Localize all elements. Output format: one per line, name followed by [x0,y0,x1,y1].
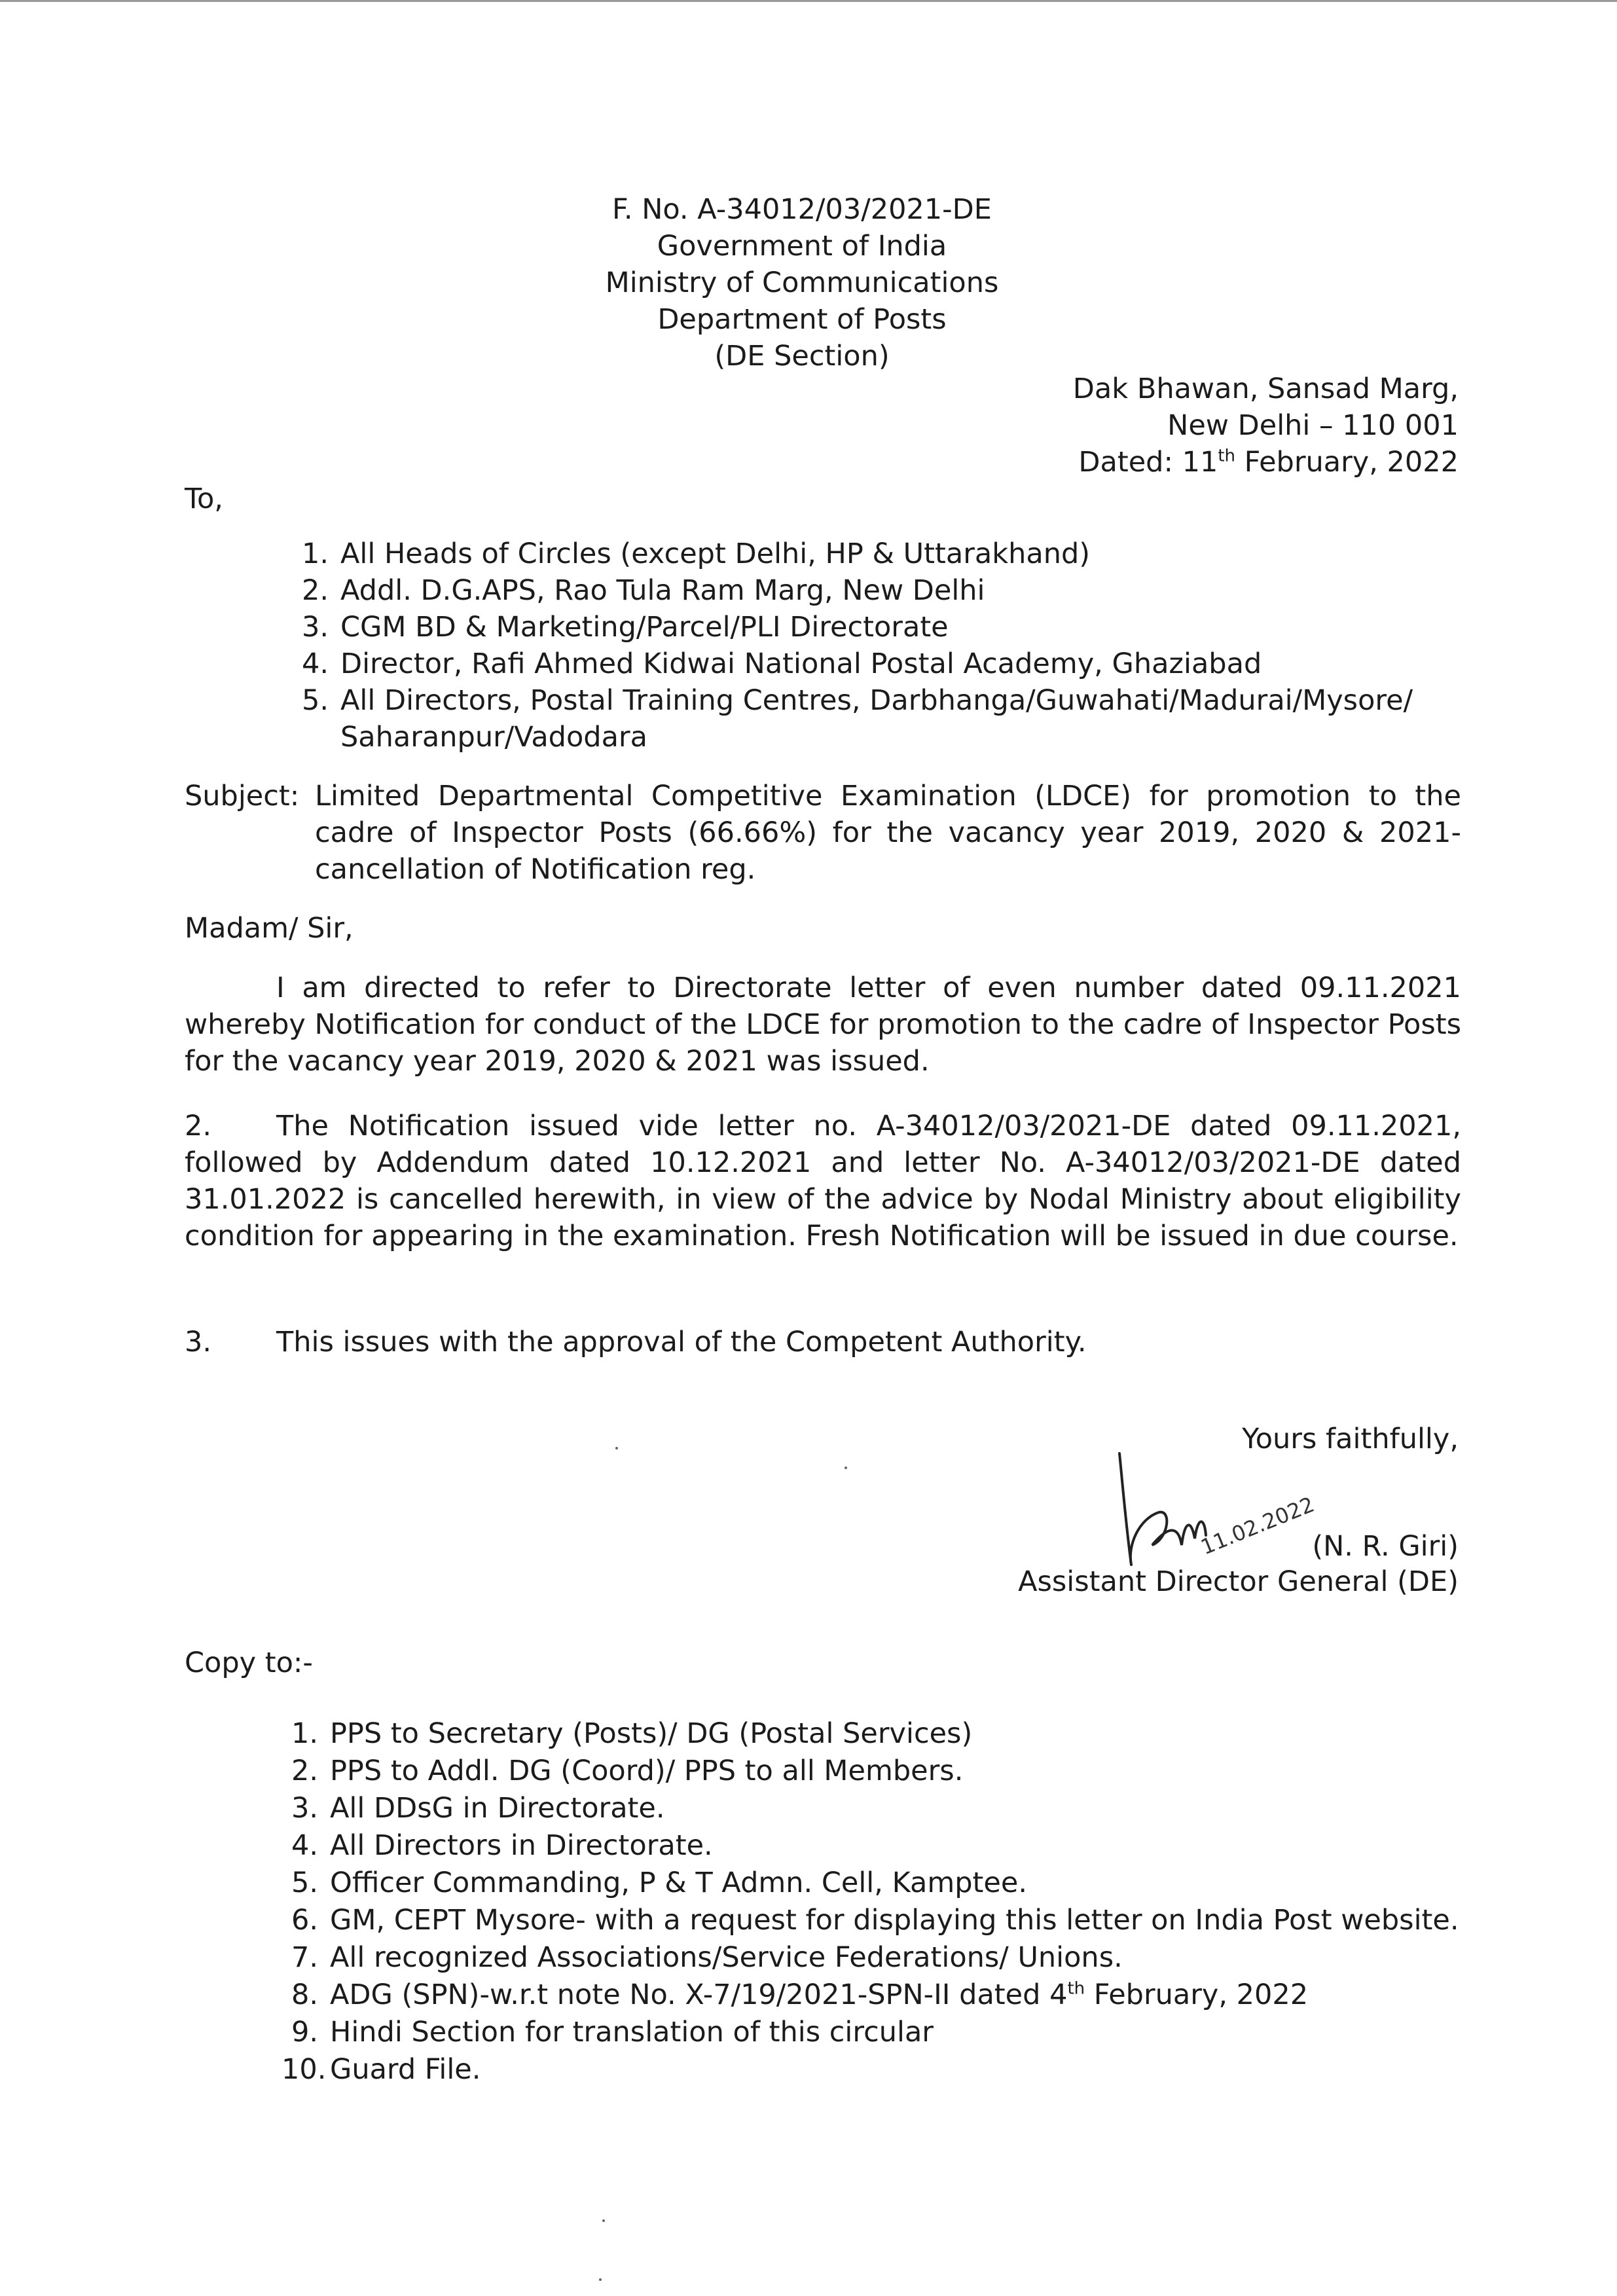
signature-date: 11.02.2022 [1197,1491,1318,1560]
list-item: 3. All DDsG in Directorate. [291,1792,665,1825]
signatory-designation: Assistant Director General (DE) [1018,1565,1459,1598]
signature-stroke [1119,1453,1206,1565]
signatory-name: (N. R. Giri) [1312,1530,1459,1563]
salutation: Madam/ Sir, [185,912,354,945]
list-item: 8. ADG (SPN)-w.r.t note No. X-7/19/2021-SPN-II dated 4th February, 2022 [291,1978,1309,2011]
scan-top-edge [0,0,1617,2]
address-line-2: New Delhi – 110 001 [1167,409,1459,442]
closing-yours-faithfully: Yours faithfully, [1242,1423,1459,1455]
list-item: 5. Officer Commanding, P & T Admn. Cell, Kamptee. [291,1867,1027,1899]
list-item: 6. GM, CEPT Mysore- with a request for displaying this letter on India Post website. [291,1904,1459,1937]
list-item: 3. CGM BD & Marketing/Parcel/PLI Directorate [301,611,949,644]
subject-text: Limited Departmental Competitive Examination (LDCE) for promotion to the cadre of Inspector Posts (66.66%) for the vacancy year 2019, 2020 & 2021- cancellation of Notification reg. [315,780,1461,886]
subject-block [185,778,1461,888]
address-line-1: Dak Bhawan, Sansad Marg, [1072,373,1459,405]
list-item: 2. PPS to Addl. DG (Coord)/ PPS to all Members. [291,1755,964,1787]
scan-speck [615,1447,618,1449]
scan-speck [599,2278,602,2281]
list-item: 1. PPS to Secretary (Posts)/ DG (Postal Services) [291,1717,973,1750]
ministry-name: Ministry of Communications [605,266,999,299]
to-label: To, [185,483,223,515]
sender-address [1073,371,1459,481]
paragraph-2: 2. The Notification issued vide letter no. A-34012/03/2021-DE dated 09.11.2021, followed by Addendum dated 10.12.2021 and letter No. A-34012/03/2021-DE dated 31.01.2022 is cancelled herewith, in view of the advice by Nodal Ministry about eligibility condition for appearing in the examination. Fresh Notification will be issued in due course. [185,1110,1461,1252]
section-name: (DE Section) [714,340,890,373]
scan-speck [845,1467,847,1469]
copy-to-label: Copy to:- [185,1647,313,1679]
list-item: 7. All recognized Associations/Service Federations/ Unions. [291,1941,1123,1974]
letter-header [0,191,1617,374]
paragraph-3: 3. This issues with the approval of the Competent Authority. [185,1326,1087,1358]
list-item: 4. All Directors in Directorate. [291,1829,713,1862]
paragraph-1: I am directed to refer to Directorate letter of even number dated 09.11.2021 whereby Notification for conduct of the LDCE for promotion to the cadre of Inspector Posts for the vacancy year 2019, 2020 & 2021 was issued. [185,972,1461,1078]
list-item: 9. Hindi Section for translation of this circular [291,2016,934,2049]
list-item: 4. Director, Rafi Ahmed Kidwai National Postal Academy, Ghaziabad [301,647,1262,680]
list-item: 1. All Heads of Circles (except Delhi, HP & Uttarakhand) [301,538,1091,570]
letter-date: Dated: 11th February, 2022 [1078,446,1459,479]
department-name: Department of Posts [657,303,947,336]
file-number: F. No. A-34012/03/2021-DE [612,193,992,226]
list-item: 10. Guard File. [282,2053,481,2086]
subject-label: Subject: [185,780,300,812]
recipient-list [292,536,1464,756]
list-item: 2. Addl. D.G.APS, Rao Tula Ram Marg, New Delhi [301,574,985,607]
copy-list [282,1715,1480,2088]
signature [1106,1447,1322,1578]
scan-speck [602,2219,605,2222]
government-name: Government of India [657,230,947,263]
list-item: 5. All Directors, Postal Training Centres, Darbhanga/Guwahati/Madurai/Mysore/ Saharanpur/Vadodara [301,684,1413,754]
